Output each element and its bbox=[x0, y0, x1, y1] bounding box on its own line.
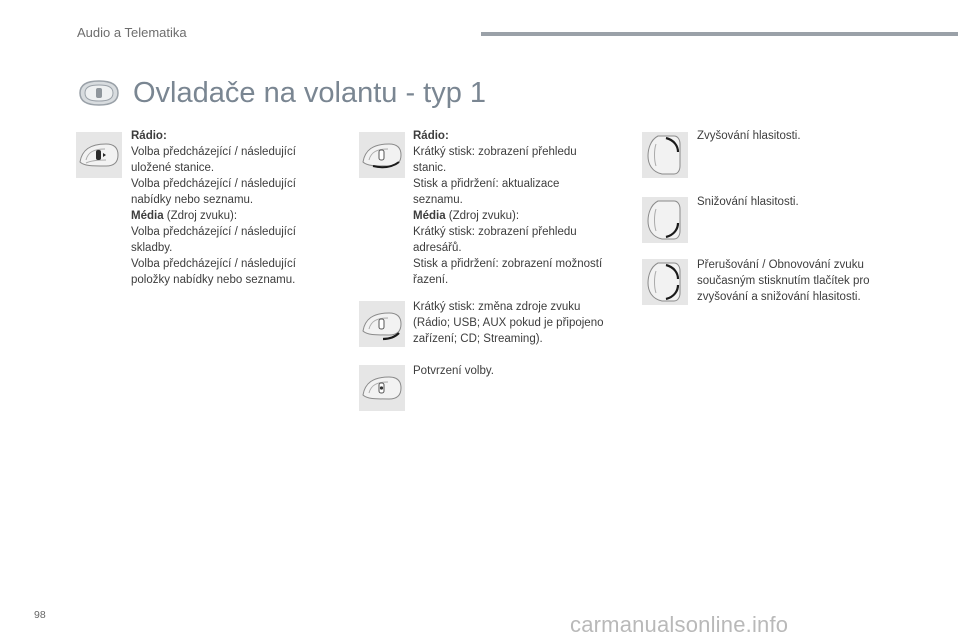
volume-up-icon bbox=[642, 132, 688, 178]
steering-control-icon bbox=[76, 79, 122, 107]
text-line: Zvyšování hlasitosti. bbox=[697, 130, 801, 142]
text-line: skladby. bbox=[131, 242, 173, 254]
text-line: zařízení; CD; Streaming). bbox=[413, 333, 543, 345]
text-line: nabídky nebo seznamu. bbox=[131, 194, 254, 206]
volume-both-icon bbox=[642, 259, 688, 305]
text-line: Volba předcházející / následující bbox=[131, 258, 296, 270]
wheel-lower-button-icon bbox=[359, 301, 405, 347]
text-line: Krátký stisk: zobrazení přehledu bbox=[413, 226, 577, 238]
scroll-wheel-icon bbox=[76, 132, 122, 178]
text-line: (Rádio; USB; AUX pokud je připojeno bbox=[413, 317, 604, 329]
wheel-center-press-icon bbox=[359, 365, 405, 411]
text-line: Volba předcházející / následující bbox=[131, 178, 296, 190]
watermark: carmanualsonline.info bbox=[570, 612, 789, 637]
text-line: Rádio: bbox=[413, 130, 449, 142]
text-line: Rádio: bbox=[131, 130, 167, 142]
text-line: Média (Zdroj zvuku): bbox=[413, 210, 520, 222]
text-line: Potvrzení volby. bbox=[413, 365, 494, 377]
text-line: uložené stanice. bbox=[131, 162, 215, 174]
text-line: stanic. bbox=[413, 162, 447, 174]
text-line: Snižování hlasitosti. bbox=[697, 196, 799, 208]
text-line: zvyšování a snižování hlasitosti. bbox=[697, 291, 861, 303]
text-line: adresářů. bbox=[413, 242, 462, 254]
page-title: Ovladače na volantu - typ 1 bbox=[133, 77, 487, 109]
col2-description-2 bbox=[413, 299, 604, 347]
text-line: Volba předcházející / následující bbox=[131, 146, 296, 158]
header-bar bbox=[481, 32, 958, 36]
text-line: řazení. bbox=[413, 274, 449, 286]
section-header: Audio a Telematika bbox=[77, 25, 187, 40]
col2-description-3 bbox=[413, 363, 494, 379]
volume-down-icon bbox=[642, 197, 688, 243]
text-line: současným stisknutím tlačítek pro bbox=[697, 275, 870, 287]
col3-description-3 bbox=[697, 257, 870, 305]
wheel-press-icon bbox=[359, 132, 405, 178]
col3-description-1 bbox=[697, 128, 801, 144]
text-line: položky nabídky nebo seznamu. bbox=[131, 274, 296, 286]
text-line: Volba předcházející / následující bbox=[131, 226, 296, 238]
col3-description-2 bbox=[697, 194, 799, 210]
text-line: Stisk a přidržení: aktualizace bbox=[413, 178, 560, 190]
text-line: Přerušování / Obnovování zvuku bbox=[697, 259, 864, 271]
text-line: Stisk a přidržení: zobrazení možností bbox=[413, 258, 603, 270]
col1-description bbox=[131, 128, 296, 288]
page-number: 98 bbox=[34, 609, 46, 621]
text-line: seznamu. bbox=[413, 194, 463, 206]
text-line: Krátký stisk: zobrazení přehledu bbox=[413, 146, 577, 158]
col2-description-1 bbox=[413, 128, 602, 288]
text-line: Krátký stisk: změna zdroje zvuku bbox=[413, 301, 581, 313]
text-line: Média (Zdroj zvuku): bbox=[131, 210, 238, 222]
